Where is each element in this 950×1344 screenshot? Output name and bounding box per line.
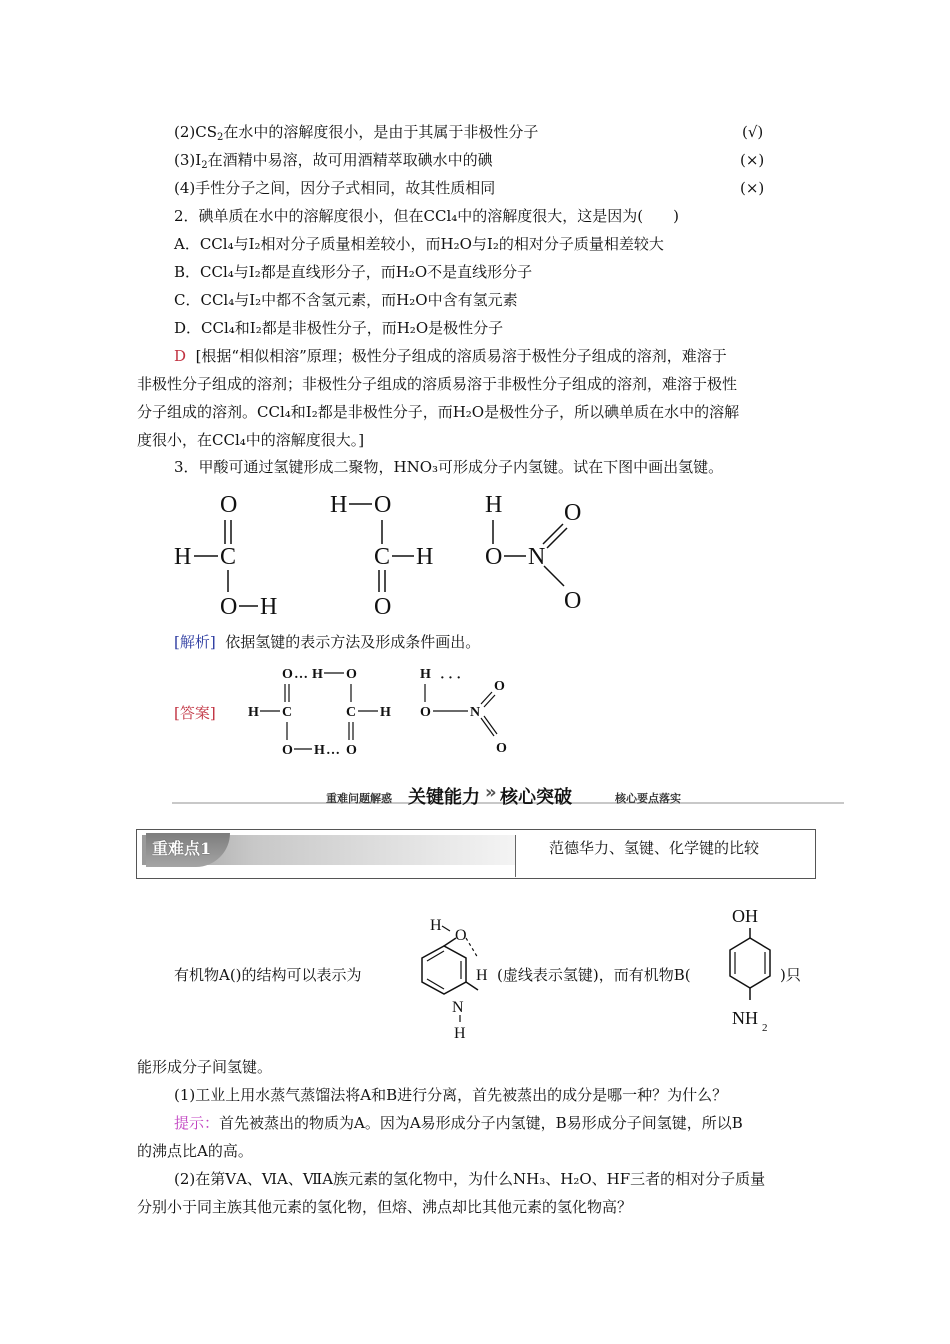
q2-analysis-line-3: 分子组成的溶剂。CCl₄和I₂都是非极性分子，而H₂O是极性分子，所以碘单质在水中的溶解 (137, 403, 740, 421)
q2-analysis-line-2: 非极性分子组成的溶剂；非极性分子组成的溶质易溶于非极性分子组成的溶剂，难溶于极性 (137, 375, 738, 393)
atom-o: O (374, 594, 392, 618)
judge-num: (2) (174, 123, 196, 141)
atom-h: H (312, 667, 323, 682)
banner-right-small: 核心要点落实 (615, 792, 681, 805)
compound-a-structure (392, 916, 502, 1046)
atom-o: O (282, 667, 293, 682)
atom-c: C (220, 544, 237, 570)
atom-o: O (220, 594, 238, 618)
atom-h: H (314, 743, 325, 758)
group-nh2: NH (732, 1008, 758, 1028)
atom-o: O (455, 927, 467, 944)
atom-h: H (485, 492, 503, 518)
judge-num: (4) (174, 179, 196, 197)
example-mid: (虚线表示氢键)，而有机物B( (497, 966, 691, 984)
group-nh2-sub: 2 (762, 1022, 768, 1034)
keypoint-divider (515, 835, 516, 877)
banner-title-1: 关键能力 (408, 787, 480, 808)
atom-c: C (346, 705, 357, 720)
example-hint-line-2: 的沸点比A的高。 (137, 1142, 253, 1160)
atom-n: N (470, 705, 481, 720)
atom-n: N (528, 544, 546, 570)
judge-post: 在水中的溶解度很小，是由于其属于非极性分子 (223, 123, 539, 141)
judge-item-4 (174, 178, 495, 198)
example-pre: 有机物A()的结构可以表示为 (174, 966, 362, 984)
atom-o: O (485, 544, 503, 570)
atom-h: H (416, 544, 434, 570)
formic-dimer (248, 667, 391, 758)
judge-item-3 (174, 150, 493, 170)
atom-h: H (330, 492, 348, 518)
example-q2-line-2: 分别小于同主族其他元素的氢化物，但熔、沸点却比其他元素的氢化物高？ (137, 1198, 633, 1216)
analysis-text: [根据“相似相溶”原理；极性分子组成的溶质易溶于极性分子组成的溶剂，难溶于 (195, 347, 727, 365)
q3-analysis (174, 632, 480, 652)
atom-o: O (564, 500, 582, 526)
q2-analysis-line-1 (174, 346, 727, 366)
banner-left-small: 重难问题解惑 (326, 792, 392, 805)
atom-h: H (454, 1025, 466, 1042)
q2-analysis-line-4: 度很小，在CCl₄中的溶解度很大。] (137, 431, 365, 449)
atom-h: H (430, 917, 442, 934)
atom-o: O (374, 492, 392, 518)
example-hint-line-1 (174, 1113, 743, 1133)
atom-o: O (494, 679, 505, 694)
judge-mark-4: (×) (740, 179, 765, 197)
analysis-text: 依据氢键的表示方法及形成条件画出。 (225, 633, 481, 651)
group-oh: OH (732, 906, 758, 926)
analysis-tag: [解析] (174, 633, 216, 651)
nitric-acid (485, 492, 581, 614)
judge-pre: I (195, 151, 202, 169)
atom-n: N (452, 999, 464, 1016)
atom-c: C (374, 544, 391, 570)
answer-letter: D (174, 347, 187, 365)
q2-stem: 2．碘单质在水中的溶解度很小，但在CCl₄中的溶解度很大，这是因为( ) (174, 207, 680, 225)
answer-tag: [答案] (174, 704, 216, 722)
atom-h: H (260, 594, 278, 618)
example-q2-line-1: (2)在第ⅤA、ⅥA、ⅦA族元素的氢化物中，为什么NH₃、H₂O、HF三者的相对分子质量 (174, 1170, 766, 1188)
hint-text: 首先被蒸出的物质为A。因为A易形成分子内氢键，B易形成分子间氢键，所以B (219, 1114, 743, 1132)
judge-sub: 2 (201, 160, 208, 171)
atom-o: O (420, 705, 431, 720)
hbond-dots: … (294, 667, 308, 682)
atom-c: C (282, 705, 293, 720)
example-q1: (1)工业上用水蒸气蒸馏法将A和B进行分离，首先被蒸出的成分是哪一种？为什么？ (174, 1086, 728, 1104)
q3-stem: 3．甲酸可通过氢键形成二聚物，HNO₃可形成分子内氢键。试在下图中画出氢键。 (174, 458, 724, 476)
judge-mark-3: (×) (740, 151, 765, 169)
q3-answer-structures (240, 660, 530, 760)
hbond-dots: · · · (440, 671, 462, 686)
judge-pre: CS (195, 123, 218, 141)
q3-answer-tag (174, 703, 216, 723)
banner-arrow-icon: » (485, 782, 497, 803)
banner-title-2: 核心突破 (500, 787, 572, 808)
q3-structures (160, 488, 600, 618)
judge-sub: 2 (217, 132, 224, 143)
formic-acid-2 (330, 492, 433, 618)
atom-o: O (220, 492, 238, 518)
atom-h: H (174, 544, 192, 570)
atom-h: H (420, 667, 431, 682)
q2-option-c: C．CCl₄与I₂中都不含氢元素，而H₂O中含有氢元素 (174, 291, 518, 309)
example-post: )只 (780, 966, 801, 984)
q2-option-a: A．CCl₄与I₂相对分子质量相差较小，而H₂O与I₂的相对分子质量相差较大 (174, 235, 664, 253)
atom-o: O (346, 743, 357, 758)
atom-o: O (496, 741, 507, 756)
judge-mark-2: (√) (742, 123, 764, 141)
hint-tag: 提示： (174, 1114, 220, 1132)
keypoint-title: 范德华力、氢键、化学键的比较 (549, 839, 760, 857)
hbond-dots: … (326, 743, 340, 758)
example-cont: 能形成分子间氢键。 (137, 1058, 273, 1076)
formic-acid-1 (174, 492, 277, 618)
atom-o: O (564, 588, 582, 614)
judge-num: (3) (174, 151, 196, 169)
judge-pre: 手性分子之间，因分子式相同，故其性质相同 (195, 179, 496, 197)
atom-h: H (380, 705, 391, 720)
q2-option-b: B．CCl₄与I₂都是直线形分子，而H₂O不是直线形分子 (174, 263, 533, 281)
judge-item-2 (174, 122, 538, 142)
atom-o: O (346, 667, 357, 682)
atom-h: H (248, 705, 259, 720)
nitric-acid-intramolecular (420, 667, 507, 756)
q2-option-d: D．CCl₄和I₂都是非极性分子，而H₂O是极性分子 (174, 319, 504, 337)
atom-o: O (282, 743, 293, 758)
keypoint-label: 重难点1 (152, 839, 212, 858)
judge-post: 在酒精中易溶，故可用酒精萃取碘水中的碘 (207, 151, 493, 169)
atom-h: H (476, 967, 488, 984)
